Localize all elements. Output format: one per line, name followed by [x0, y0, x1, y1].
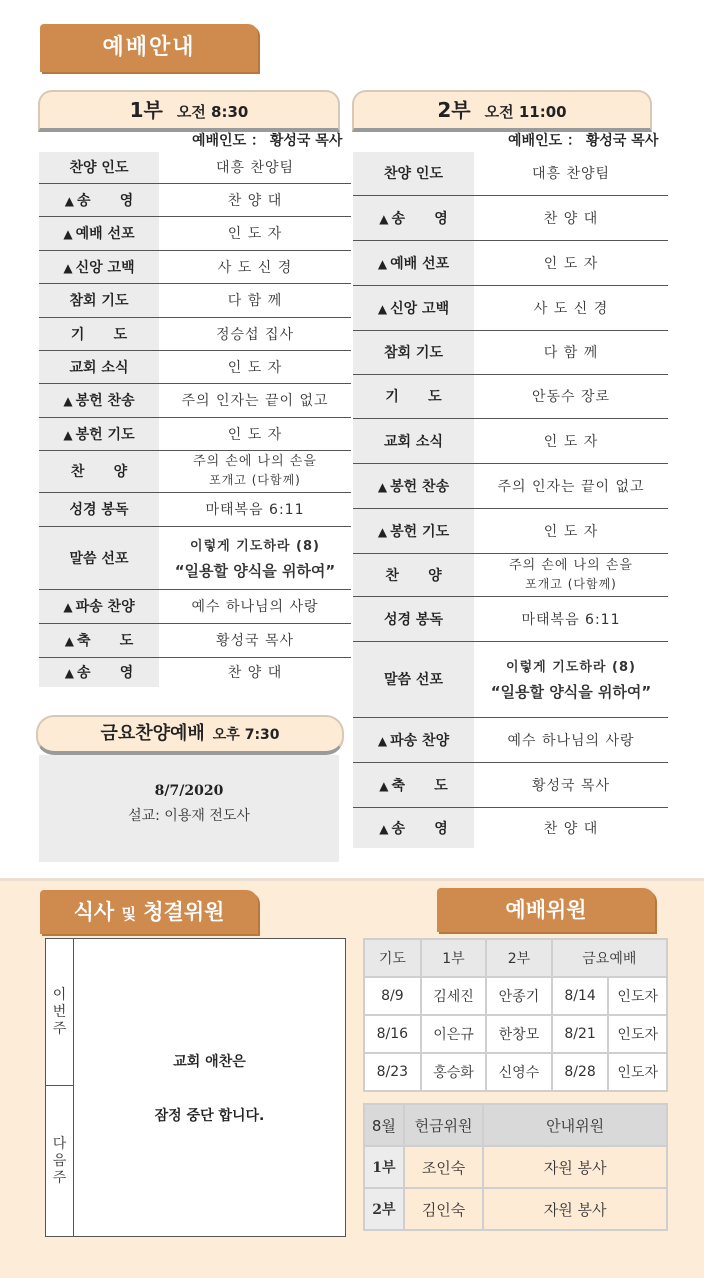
triangle-icon: ▲	[63, 260, 73, 275]
triangle-icon: ▲	[63, 427, 73, 442]
sermon-subtitle: “일용할 양식을 위하여”	[174, 561, 336, 580]
program-item-text: 신앙 고백	[390, 300, 450, 317]
program-item-text: 예배 선포	[75, 226, 135, 242]
prayer-cell: 8/21	[552, 1015, 609, 1053]
program-item-label	[39, 152, 159, 183]
program-content-text: 안동수 장로	[531, 389, 611, 405]
table-row	[353, 596, 668, 641]
program-item-label	[353, 807, 474, 848]
friday-preacher: 설교: 이용재 전도사	[128, 808, 250, 824]
prayer-cell: 8/23	[364, 1053, 421, 1091]
sermon-subtitle: “일용할 양식을 위하여”	[490, 683, 652, 701]
prayer-header: 1부	[421, 939, 486, 977]
meal-box	[45, 938, 346, 1237]
meal-title-part1: 식사	[73, 900, 115, 924]
table-row	[39, 183, 351, 216]
program-item-content	[474, 508, 668, 553]
program-item-text: 송 영	[391, 820, 448, 837]
service2-header	[352, 90, 652, 132]
program-item-label	[39, 317, 159, 350]
program-item-content	[159, 526, 351, 589]
program-item-content	[159, 216, 351, 250]
program-item-label	[39, 450, 159, 492]
program-item-label	[39, 183, 159, 216]
sermon-title: 이렇게 기도하라 (8)	[506, 660, 636, 675]
prayer-header: 기도	[364, 939, 421, 977]
table-row	[39, 152, 351, 183]
program-item-content	[474, 285, 668, 330]
table-row	[353, 463, 668, 508]
program-item-content	[474, 807, 668, 848]
program-item-text: 성경 봉독	[384, 611, 443, 628]
program-item-label	[353, 285, 474, 330]
prayer-cell: 8/16	[364, 1015, 421, 1053]
program-item-text: 찬양 인도	[69, 160, 129, 177]
program-item-label	[39, 283, 159, 317]
program-item-text: 축 도	[76, 633, 134, 649]
program-content-text: 대흥 찬양팀	[531, 166, 611, 183]
prayer-cell: 한창모	[486, 1015, 551, 1053]
table-row	[353, 807, 668, 848]
volunteer-cell: 조인숙	[404, 1146, 484, 1188]
program-content-text: 인 도 자	[227, 226, 283, 242]
program-content-text: 황성국 목사	[215, 633, 295, 649]
table-row	[353, 641, 668, 717]
program-content-text: 찬 양 대	[543, 820, 599, 837]
program-item-label	[39, 657, 159, 687]
program-content-text: 예수 하나님의 사랑	[191, 599, 319, 615]
program-item-text: 송 영	[76, 665, 134, 682]
table-row	[39, 216, 351, 250]
program-item-label	[39, 216, 159, 250]
program-item-text: 교회 소식	[384, 433, 443, 450]
prayer-cell: 8/14	[552, 977, 609, 1015]
prayer-table	[363, 938, 668, 1092]
program-item-text: 파송 찬양	[390, 732, 450, 749]
program-item-text: 성경 봉독	[69, 502, 129, 518]
friday-time: 오후 7:30	[212, 727, 280, 743]
prayer-cell: 홍승화	[421, 1053, 486, 1091]
meal-title-and: 및	[121, 905, 136, 923]
this-week-cell	[46, 939, 73, 1086]
program-item-content	[159, 417, 351, 450]
program-content-line1: 주의 손에 나의 손을	[193, 454, 317, 469]
triangle-icon: ▲	[379, 821, 389, 836]
program-item-label	[39, 250, 159, 283]
prayer-cell: 이은규	[421, 1015, 486, 1053]
program-content-text: 찬 양 대	[227, 192, 283, 209]
program-item-text: 송 영	[76, 192, 134, 209]
program-item-content	[159, 250, 351, 283]
table-row	[39, 383, 351, 417]
table-row	[353, 285, 668, 330]
triangle-icon: ▲	[63, 394, 73, 408]
program-item-label	[39, 623, 159, 657]
program-item-label	[39, 526, 159, 589]
program-content-text: 다 함 께	[227, 293, 283, 309]
prayer-header: 금요예배	[552, 939, 667, 977]
program-item-content	[474, 463, 668, 508]
program-item-content	[159, 283, 351, 317]
program-item-content	[159, 350, 351, 383]
meal-message-line2: 잠정 중단 합니다.	[154, 1108, 265, 1124]
table-row	[39, 526, 351, 589]
program-content-text: 마태복음 6:11	[521, 611, 621, 628]
table-row	[364, 1053, 667, 1091]
program-content-line1: 주의 손에 나의 손을	[509, 557, 633, 573]
triangle-icon: ▲	[64, 634, 74, 648]
table-row	[364, 977, 667, 1015]
program-item-text: 기 도	[70, 326, 128, 343]
service2-time: 오전 11:00	[484, 103, 567, 121]
program-content-text: 정승섭 집사	[215, 326, 295, 343]
program-item-label	[39, 383, 159, 417]
program-item-content	[159, 623, 351, 657]
table-row	[39, 350, 351, 383]
program-item-content	[474, 717, 668, 762]
service1-name: 1부	[129, 98, 163, 122]
this-week-label: 이 번 주	[52, 986, 67, 1037]
program-item-content	[159, 152, 351, 183]
program-content-text: 황성국 목사	[531, 777, 611, 794]
program-content-text: 인 도 자	[543, 433, 599, 450]
volunteer-header: 안내위원	[483, 1104, 667, 1146]
program-item-label	[353, 463, 474, 508]
table-row	[364, 1188, 667, 1230]
program-item-content	[474, 641, 668, 717]
prayer-cell: 김세진	[421, 977, 486, 1015]
triangle-icon: ▲	[377, 301, 388, 316]
program-item-label	[353, 195, 474, 240]
program-item-label	[353, 762, 474, 807]
table-row	[364, 1146, 667, 1188]
program-content-text: 인 도 자	[543, 523, 599, 540]
meal-message	[74, 939, 345, 1236]
program-item-text: 신앙 고백	[75, 259, 135, 276]
triangle-icon: ▲	[64, 193, 74, 208]
table-row	[353, 330, 668, 374]
program-item-content	[474, 418, 668, 463]
volunteer-header: 헌금위원	[404, 1104, 484, 1146]
triangle-icon: ▲	[377, 256, 388, 271]
table-row	[39, 492, 351, 526]
program-item-content	[474, 553, 668, 596]
triangle-icon: ▲	[377, 733, 388, 748]
service1-header	[38, 90, 340, 132]
service1-leader: 예배인도 ： 황성국 목사	[192, 133, 343, 149]
service2-program	[353, 152, 668, 848]
program-item-label	[353, 553, 474, 596]
volunteer-service: 1부	[364, 1146, 404, 1188]
table-row	[39, 317, 351, 350]
triangle-icon: ▲	[63, 600, 73, 614]
table-row	[39, 417, 351, 450]
program-item-text: 참회 기도	[384, 345, 443, 361]
program-item-label	[353, 240, 474, 285]
program-item-text: 봉헌 찬송	[390, 478, 450, 495]
program-item-label	[353, 508, 474, 553]
meal-title-part2: 청결위원	[143, 900, 225, 924]
service1-program	[39, 152, 351, 687]
program-item-content	[474, 195, 668, 240]
table-row	[353, 508, 668, 553]
program-content-text: 인 도 자	[227, 426, 283, 443]
program-content-text: 주의 인자는 끝이 없고	[497, 478, 645, 495]
next-week-label: 다 음 주	[52, 1135, 67, 1186]
program-content-text: 사 도 신 경	[533, 300, 609, 317]
program-item-text: 찬 양	[385, 567, 442, 584]
program-item-content	[159, 383, 351, 417]
volunteer-cell: 자원 봉사	[483, 1188, 667, 1230]
program-item-text: 찬 양	[70, 464, 128, 480]
table-row	[39, 450, 351, 492]
table-row	[39, 250, 351, 283]
worship-title: 예배안내	[40, 24, 258, 72]
program-item-content	[474, 330, 668, 374]
triangle-icon: ▲	[64, 666, 74, 681]
program-item-content	[159, 657, 351, 687]
volunteer-cell: 김인숙	[404, 1188, 484, 1230]
program-item-label	[39, 417, 159, 450]
triangle-icon: ▲	[379, 778, 389, 793]
program-content-text: 다 함 께	[543, 345, 599, 361]
meal-title	[40, 890, 258, 934]
program-item-text: 교회 소식	[69, 359, 129, 376]
prayer-cell: 안종기	[486, 977, 551, 1015]
sermon-title: 이렇게 기도하라 (8)	[190, 538, 320, 554]
program-item-text: 참회 기도	[69, 293, 129, 309]
program-item-label	[353, 717, 474, 762]
table-row	[353, 240, 668, 285]
program-content-text: 마태복음 6:11	[205, 502, 305, 518]
next-week-cell	[46, 1086, 73, 1236]
program-item-text: 파송 찬양	[75, 599, 135, 615]
table-row	[39, 283, 351, 317]
program-item-text: 찬양 인도	[384, 166, 443, 183]
service1-time: 오전 8:30	[176, 103, 249, 121]
triangle-icon: ▲	[377, 479, 388, 494]
prayer-cell: 8/9	[364, 977, 421, 1015]
program-item-label	[353, 330, 474, 374]
volunteer-service: 2부	[364, 1188, 404, 1230]
table-row	[364, 1015, 667, 1053]
table-row	[39, 623, 351, 657]
program-item-text: 예배 선포	[390, 255, 450, 272]
prayer-cell: 신영수	[486, 1053, 551, 1091]
table-row	[39, 589, 351, 623]
table-row	[353, 195, 668, 240]
prayer-header: 2부	[486, 939, 551, 977]
program-item-label	[353, 418, 474, 463]
program-item-content	[159, 589, 351, 623]
program-content-text: 예수 하나님의 사랑	[507, 732, 635, 749]
program-item-content	[159, 492, 351, 526]
program-item-content	[159, 450, 351, 492]
friday-info	[39, 755, 339, 862]
program-item-text: 기 도	[385, 389, 442, 405]
program-item-label	[353, 152, 474, 195]
triangle-icon: ▲	[379, 211, 389, 226]
program-item-text: 송 영	[391, 210, 448, 227]
meal-week-column	[46, 939, 74, 1236]
program-item-label	[353, 641, 474, 717]
program-item-content	[474, 596, 668, 641]
program-item-content	[474, 374, 668, 418]
program-item-text: 말씀 선포	[384, 672, 443, 688]
program-item-text: 봉헌 기도	[390, 523, 450, 540]
prayer-cell: 인도자	[608, 1015, 667, 1053]
table-row	[353, 374, 668, 418]
program-content-line2: 포개고 (다함께)	[209, 473, 301, 487]
meal-message-line1: 교회 애찬은	[173, 1054, 246, 1070]
program-item-text: 봉헌 기도	[75, 426, 135, 443]
table-row	[353, 553, 668, 596]
program-content-line2: 포개고 (다함께)	[525, 576, 617, 591]
program-content-text: 인 도 자	[543, 255, 599, 272]
program-item-text: 봉헌 찬송	[75, 393, 135, 409]
table-row	[353, 762, 668, 807]
program-item-text: 말씀 선포	[69, 550, 129, 567]
friday-date: 8/7/2020	[154, 783, 224, 799]
program-item-content	[474, 762, 668, 807]
program-item-text: 축 도	[391, 777, 448, 794]
program-item-content	[474, 152, 668, 195]
program-item-label	[39, 350, 159, 383]
program-item-label	[353, 374, 474, 418]
friday-header	[36, 715, 344, 755]
program-content-text: 주의 인자는 끝이 없고	[181, 393, 329, 409]
table-row	[353, 717, 668, 762]
triangle-icon: ▲	[63, 227, 73, 241]
volunteer-cell: 자원 봉사	[483, 1146, 667, 1188]
program-item-label	[39, 492, 159, 526]
volunteer-header: 8월	[364, 1104, 404, 1146]
triangle-icon: ▲	[377, 524, 388, 539]
prayer-cell: 인도자	[608, 977, 667, 1015]
service-volunteer-table	[363, 1103, 668, 1231]
service2-leader: 예배인도 ： 황성국 목사	[508, 133, 659, 149]
table-row	[353, 418, 668, 463]
committee-title: 예배위원	[437, 888, 655, 932]
program-content-text: 찬 양 대	[543, 210, 599, 227]
program-content-text: 인 도 자	[227, 359, 283, 376]
prayer-cell: 인도자	[608, 1053, 667, 1091]
prayer-cell: 8/28	[552, 1053, 609, 1091]
service2-name: 2부	[437, 98, 471, 122]
friday-name: 금요찬양예배	[100, 723, 205, 744]
program-item-label	[39, 589, 159, 623]
table-row	[353, 152, 668, 195]
program-content-text: 찬 양 대	[227, 665, 283, 682]
program-item-label	[353, 596, 474, 641]
program-item-content	[474, 240, 668, 285]
program-content-text: 사 도 신 경	[217, 259, 293, 276]
prayer-header-row	[364, 939, 667, 977]
program-item-content	[159, 183, 351, 216]
volunteer-header-row	[364, 1104, 667, 1146]
table-row	[39, 657, 351, 687]
program-content-text: 대흥 찬양팀	[215, 160, 295, 177]
program-item-content	[159, 317, 351, 350]
